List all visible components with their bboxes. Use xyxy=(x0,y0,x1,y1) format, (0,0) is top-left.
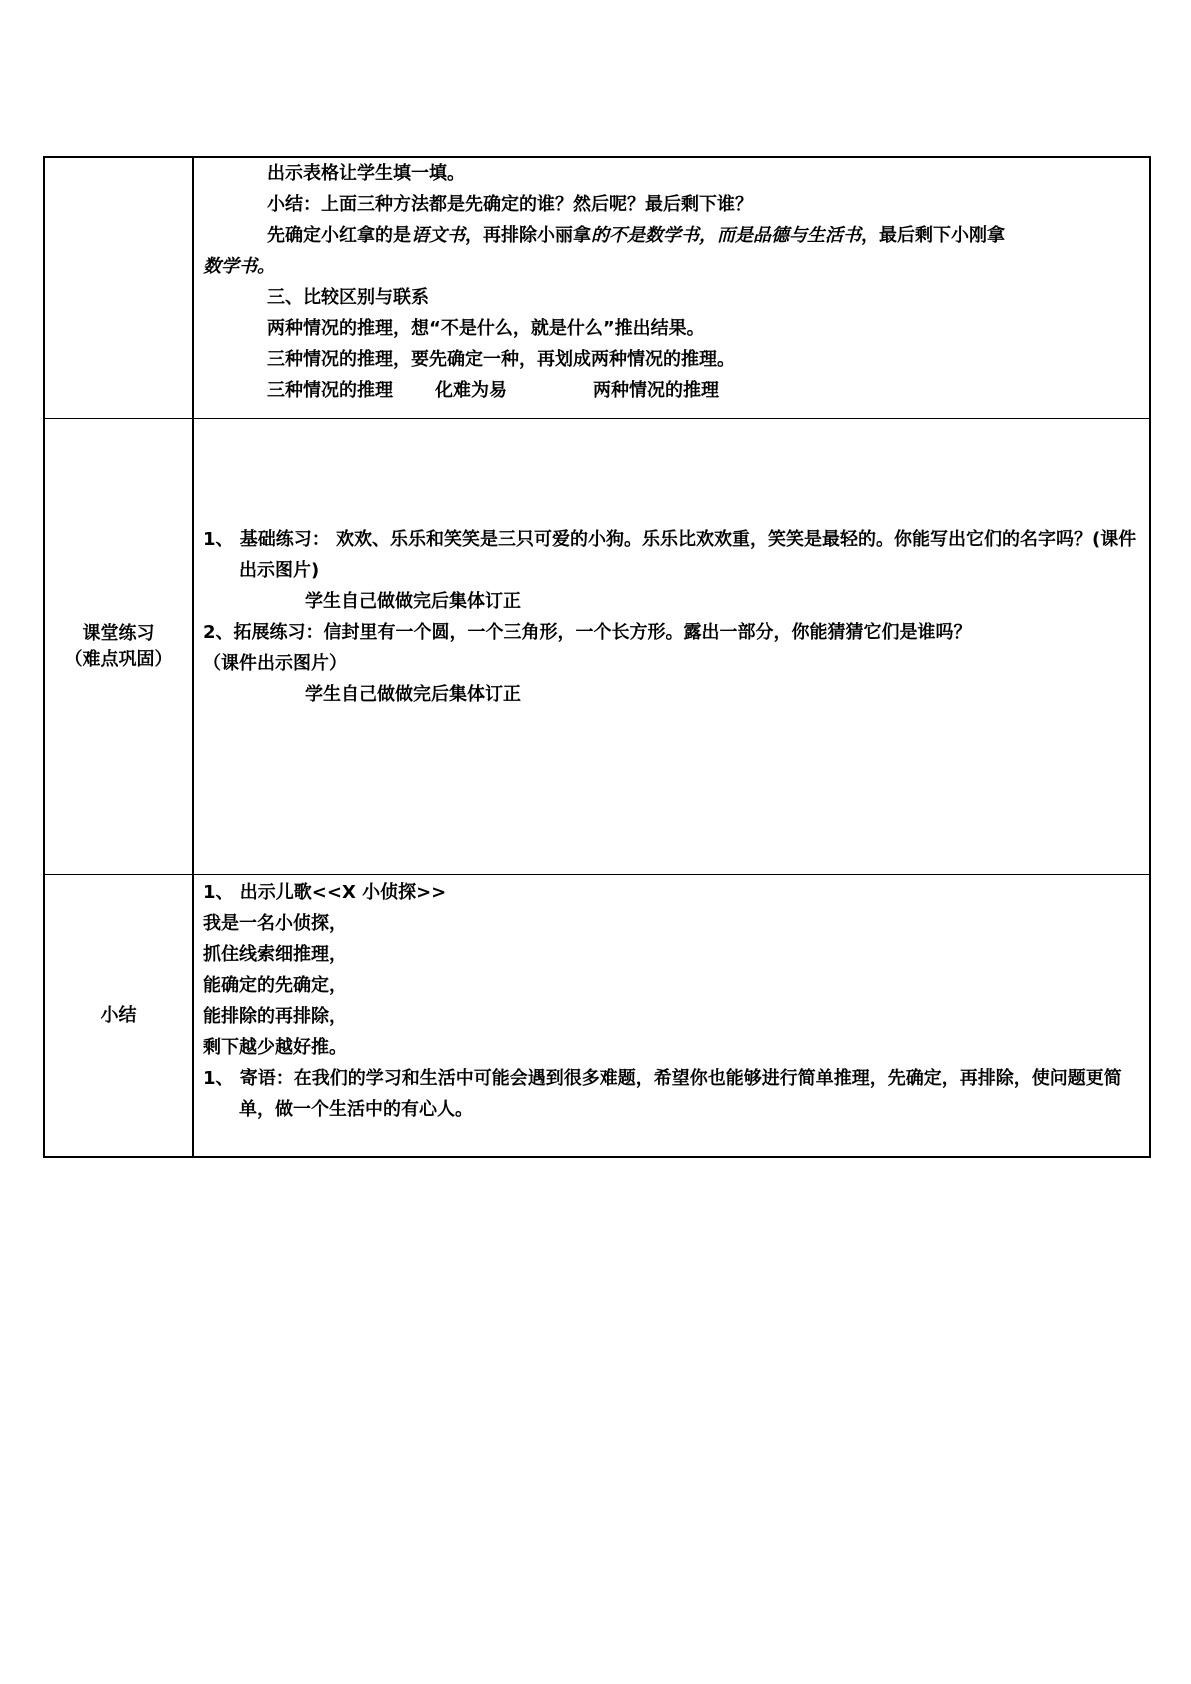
poem-line: 能确定的先确定， xyxy=(203,975,347,996)
text-line xyxy=(203,251,1140,282)
lesson-plan-table xyxy=(43,156,1151,1158)
text-span: 两种情况的推理 xyxy=(593,380,719,401)
table-row-summary xyxy=(45,874,1149,1156)
text-line: 两种情况的推理，想“不是什么，就是什么”推出结果。 xyxy=(267,318,705,339)
text-line: 三种情况的推理，要先确定一种，再划成两种情况的推理。 xyxy=(267,349,735,370)
text-line: （课件出示图片） xyxy=(203,653,347,674)
poem-line: 剩下越少越好推。 xyxy=(203,1037,347,1058)
text-span: ，再排除小丽拿 xyxy=(465,225,591,246)
text-span: 先确定小红拿的是 xyxy=(267,225,411,246)
text-line xyxy=(203,220,1140,251)
table-row-exercise xyxy=(45,418,1149,874)
row-label-exercise xyxy=(45,419,194,874)
row-content-summary xyxy=(194,875,1149,1156)
row-label-summary: 小结 xyxy=(45,875,194,1156)
poem-line: 能排除的再排除， xyxy=(203,1006,347,1027)
poem-line: 我是一名小侦探， xyxy=(203,913,347,934)
row-label-line: 课堂练习 xyxy=(82,622,155,644)
text-span: ，最后剩下小刚拿 xyxy=(861,225,1005,246)
row-content-process xyxy=(194,158,1149,418)
italic-span: 的不是数学书，而是品德与生活书 xyxy=(591,225,861,246)
text-line: 小结：上面三种方法都是先确定的谁？然后呢？最后剩下谁？ xyxy=(267,194,753,215)
text-span: 三种情况的推理 xyxy=(267,380,393,401)
table-row-process xyxy=(45,158,1149,418)
text-line: 1、 寄语：在我们的学习和生活中可能会遇到很多难题，希望你也能够进行简单推理，先确定，再排除，使问题更简单，做一个生活中的有心人。 xyxy=(203,1068,1122,1120)
poem-line: 抓住线索细推理， xyxy=(203,944,347,965)
row-content-exercise xyxy=(194,419,1149,874)
text-line: 学生自己做做完后集体订正 xyxy=(305,684,521,705)
section-heading: 三、比较区别与联系 xyxy=(267,287,429,308)
exercise-item: 1、 基础练习： 欢欢、乐乐和笑笑是三只可爱的小狗。乐乐比欢欢重，笑笑是最轻的。你能写出它们的名字吗？(课件出示图片) xyxy=(203,529,1137,581)
text-line: 出示表格让学生填一填。 xyxy=(267,163,465,184)
italic-span: 数学书。 xyxy=(203,256,275,277)
text-span: 化难为易 xyxy=(435,380,507,401)
row-label-empty xyxy=(45,158,194,418)
exercise-item: 2、拓展练习：信封里有一个圆，一个三角形，一个长方形。露出一部分，你能猜猜它们是谁吗？ xyxy=(203,622,972,643)
text-line: 1、 出示儿歌<<X 小侦探>> xyxy=(203,882,447,903)
text-line xyxy=(203,375,1140,406)
text-line: 学生自己做做完后集体订正 xyxy=(305,591,521,612)
row-label-line: （难点巩固） xyxy=(64,648,173,670)
italic-span: 语文书 xyxy=(411,225,465,246)
